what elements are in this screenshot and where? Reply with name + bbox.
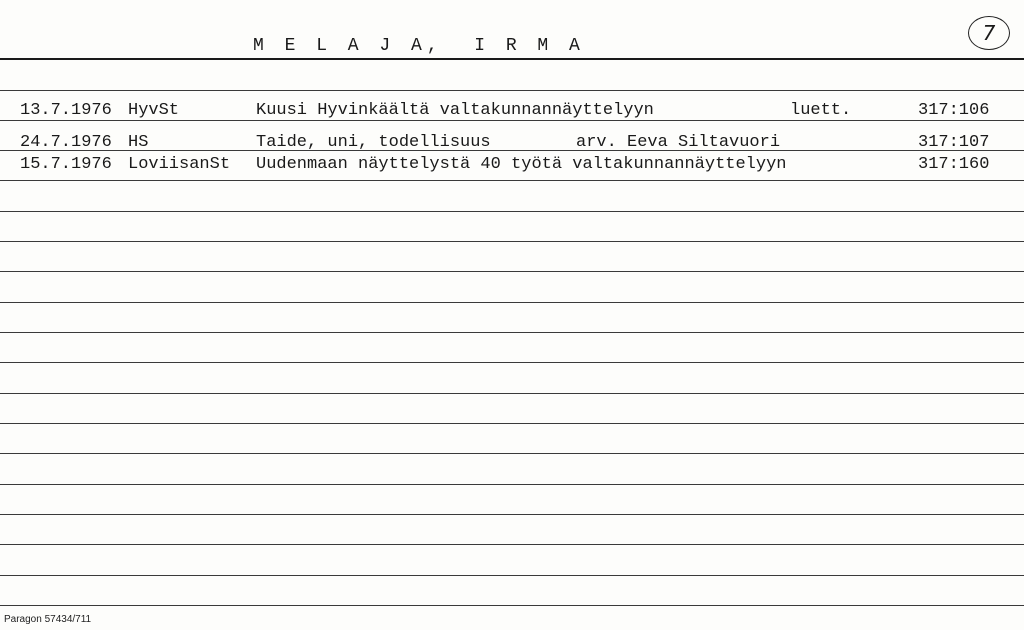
heading-rule xyxy=(0,58,1024,60)
ruled-line xyxy=(0,453,1024,454)
ruled-line xyxy=(0,575,1024,576)
card-heading-name: M E L A J A, I R M A xyxy=(253,36,585,56)
ruled-line xyxy=(0,180,1024,181)
ruled-line xyxy=(0,393,1024,394)
entry-source: LoviisanSt xyxy=(128,155,231,174)
entry-title: Uudenmaan näyttelystä 40 työtä valtakunnannäyttelyyn xyxy=(256,155,787,174)
entry-date: 24.7.1976 xyxy=(20,133,112,152)
ruled-line xyxy=(0,241,1024,242)
ruled-line xyxy=(0,514,1024,515)
ruled-line xyxy=(0,271,1024,272)
ruled-line xyxy=(0,484,1024,485)
printer-imprint: Paragon 57434/711 xyxy=(4,614,92,625)
ruled-line xyxy=(0,90,1024,91)
ruled-line xyxy=(0,362,1024,363)
ruled-line xyxy=(0,544,1024,545)
entry-reference: 317:107 xyxy=(918,133,990,152)
entry-title: Kuusi Hyvinkäältä valtakunnannäyttelyyn xyxy=(256,101,654,120)
ruled-line xyxy=(0,150,1024,151)
entry-reference: 317:160 xyxy=(918,155,990,174)
entry-note: luett. xyxy=(790,101,852,120)
entry-date: 15.7.1976 xyxy=(20,155,112,174)
entry-title: Taide, uni, todellisuus xyxy=(256,133,491,152)
entry-source: HyvSt xyxy=(128,101,180,120)
entry-date: 13.7.1976 xyxy=(20,101,112,120)
card-number-badge: 7 xyxy=(968,16,1010,50)
ruled-line xyxy=(0,120,1024,121)
entry-reference: 317:106 xyxy=(918,101,990,120)
entry-source: HS xyxy=(128,133,149,152)
ruled-line xyxy=(0,302,1024,303)
ruled-line xyxy=(0,211,1024,212)
ruled-line xyxy=(0,332,1024,333)
ruled-line xyxy=(0,605,1024,606)
entry-note: arv. Eeva Siltavuori xyxy=(576,133,781,152)
ruled-line xyxy=(0,423,1024,424)
